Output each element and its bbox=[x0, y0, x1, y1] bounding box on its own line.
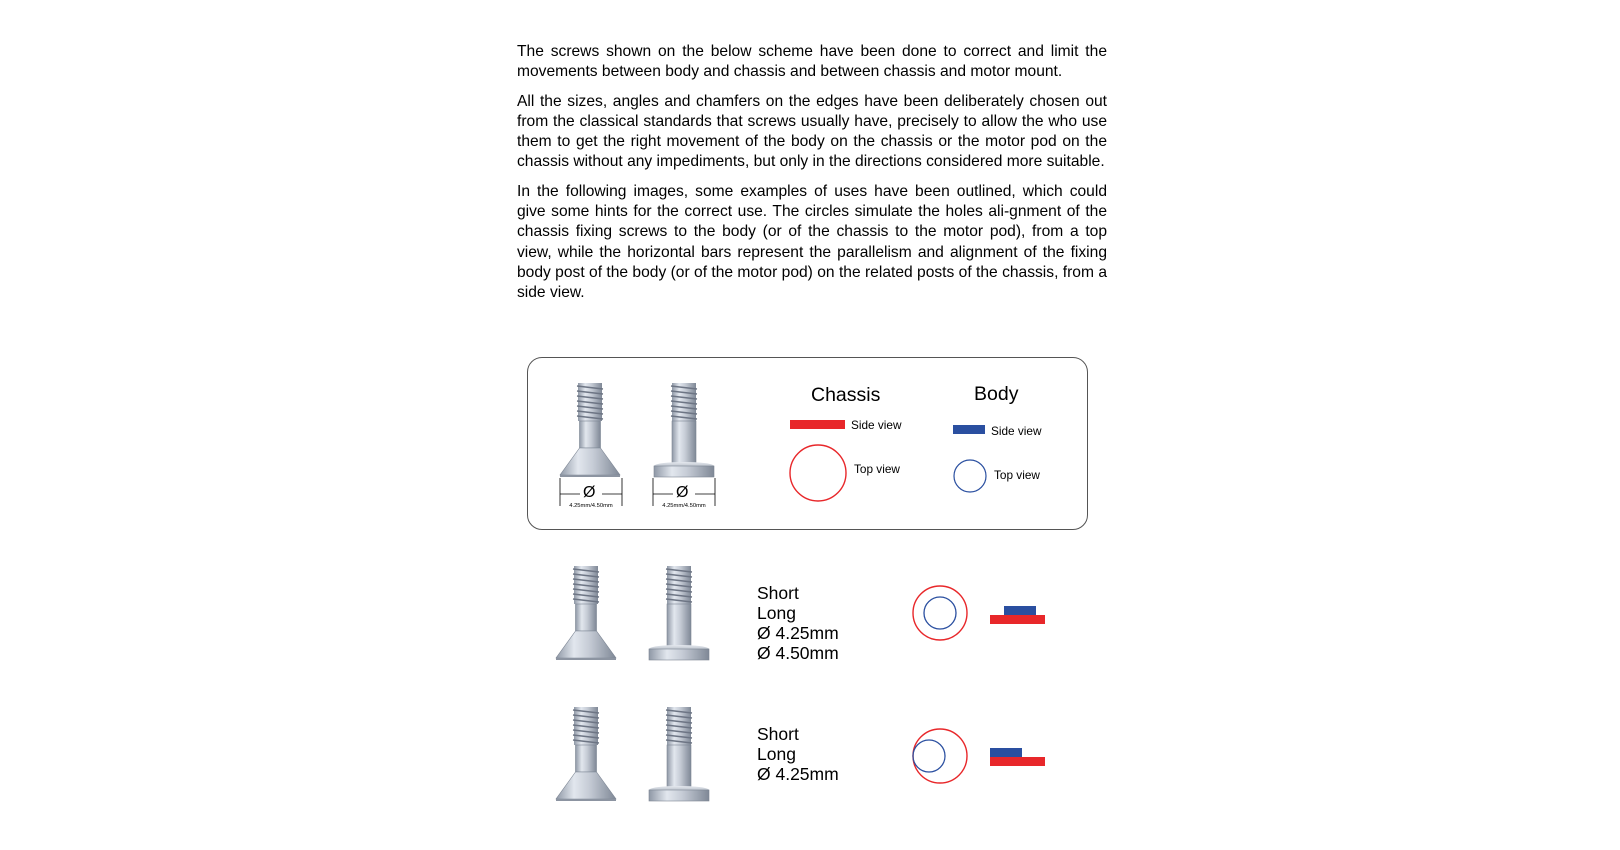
row2-top-view bbox=[912, 728, 972, 788]
body-top-view-label: Top view bbox=[994, 468, 1040, 482]
row2-screw-flat bbox=[679, 707, 680, 708]
chassis-side-view-label: Side view bbox=[851, 418, 902, 432]
diameter-caption-left: 4.25mm/4.50mm bbox=[569, 503, 613, 509]
row2-chassis-bar bbox=[990, 757, 1045, 766]
body-top-view-circle bbox=[953, 459, 989, 495]
body-heading: Body bbox=[974, 383, 1019, 405]
row1-screw-flat bbox=[679, 566, 680, 567]
row2-screw-countersunk bbox=[586, 707, 587, 708]
chassis-top-view-circle bbox=[788, 443, 850, 505]
legend-screw-flat bbox=[684, 383, 685, 384]
row2-label-short: Short bbox=[757, 724, 799, 744]
paragraph-2: All the sizes, angles and chamfers on the edges have been deliberately chosen out from the classical standards that screws usually have, precisely to allow the who use them to get the right movement of the body on the chassis or the motor pod on the chassis without any impediments, but only in the directions considered more suitable. bbox=[517, 92, 1107, 171]
diameter-symbol-right: Ø bbox=[676, 484, 689, 501]
chassis-side-view-bar bbox=[790, 420, 845, 429]
row2-label-long: Long bbox=[757, 744, 796, 764]
diameter-caption-right: 4.25mm/4.50mm bbox=[662, 503, 706, 509]
row1-screw-countersunk bbox=[586, 566, 587, 567]
row2-body-bar bbox=[990, 748, 1022, 757]
chassis-heading: Chassis bbox=[811, 384, 881, 406]
row1-label-long: Long bbox=[757, 603, 796, 623]
row1-chassis-bar bbox=[990, 615, 1045, 624]
row1-body-bar bbox=[1004, 606, 1036, 615]
row1-label-short: Short bbox=[757, 583, 799, 603]
row1-top-view bbox=[912, 585, 972, 645]
paragraph-3: In the following images, some examples of uses have been outlined, which could give some hints for the correct use. The circles simulate the holes ali-gnment of the chassis fixing screws to the body (or of the chassis to the motor pod), from a top view, while the horizontal bars represent the parallelism and alignment of the fixing body post of the body (or of the motor pod) on the related posts of the chassis, from a side view. bbox=[517, 182, 1107, 302]
body-side-view-label: Side view bbox=[991, 424, 1042, 438]
row2-labels bbox=[757, 724, 839, 784]
intro-text bbox=[517, 42, 1107, 313]
row1-label-dia-2: Ø 4.50mm bbox=[757, 643, 839, 663]
diameter-symbol-left: Ø bbox=[583, 484, 596, 501]
chassis-top-view-label: Top view bbox=[854, 462, 900, 476]
body-side-view-bar bbox=[953, 425, 985, 434]
row2-label-dia-1: Ø 4.25mm bbox=[757, 764, 839, 784]
row1-labels bbox=[757, 583, 839, 663]
legend-screw-countersunk bbox=[590, 383, 591, 384]
paragraph-1: The screws shown on the below scheme have been done to correct and limit the movements between body and chassis and between chassis and motor mount. bbox=[517, 43, 1107, 81]
row1-label-dia-1: Ø 4.25mm bbox=[757, 623, 839, 643]
